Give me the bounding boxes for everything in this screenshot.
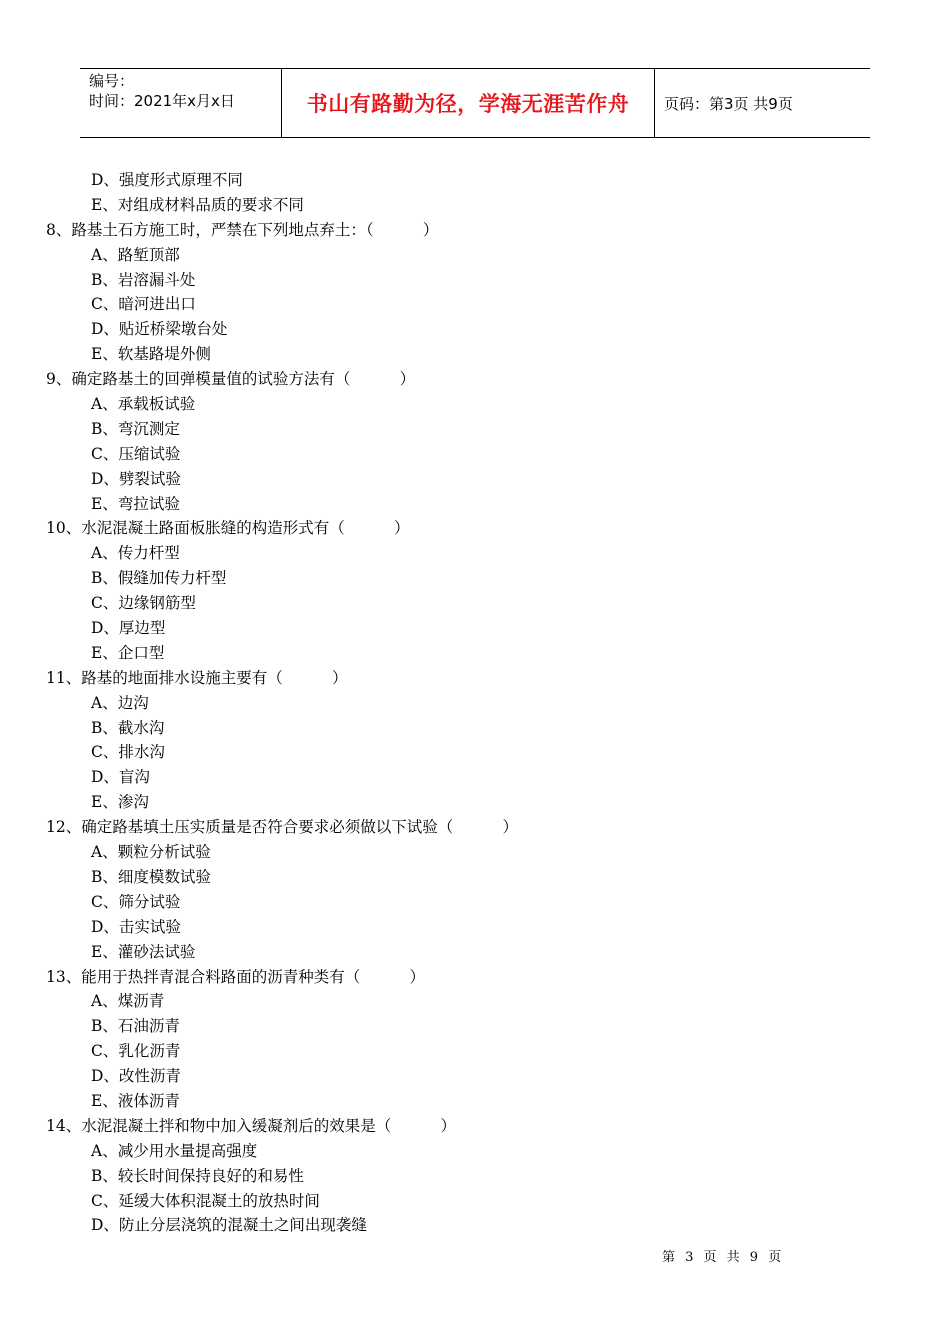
option-text: E、灌砂法试验 — [91, 942, 196, 961]
option-text: A、路堑顶部 — [91, 245, 180, 264]
option-text: C、暗河进出口 — [91, 295, 196, 314]
option-text: B、假缝加传力杆型 — [91, 569, 227, 588]
option-text: A、边沟 — [91, 693, 149, 712]
question-text: 11、路基的地面排水设施主要有（ ） — [46, 668, 348, 687]
option-text: C、延缓大体积混凝土的放热时间 — [91, 1191, 320, 1210]
header-motto-cell — [282, 69, 655, 137]
header-page-info: 页码：第3页 共9页 — [664, 94, 793, 113]
question-text: 9、确定路基土的回弹模量值的试验方法有（ ） — [46, 370, 416, 389]
option-text: D、厚边型 — [91, 619, 166, 638]
option-text: C、乳化沥青 — [91, 1042, 181, 1061]
page-footer: 第 3 页 共 9 页 — [662, 1250, 785, 1265]
option-text: E、对组成材料品质的要求不同 — [91, 195, 304, 214]
option-text: A、承载板试验 — [91, 395, 196, 414]
question-list — [46, 168, 906, 1238]
option-text: E、渗沟 — [91, 793, 149, 812]
option-text: A、减少用水量提高强度 — [91, 1141, 258, 1160]
option-text: B、截水沟 — [91, 718, 165, 737]
question-text: 10、水泥混凝土路面板胀缝的构造形式有（ ） — [46, 519, 410, 538]
question-text: 14、水泥混凝土拌和物中加入缓凝剂后的效果是（ ） — [46, 1116, 456, 1135]
question-text: 12、确定路基填土压实质量是否符合要求必须做以下试验（ ） — [46, 818, 518, 837]
option-text: A、煤沥青 — [91, 992, 165, 1011]
option-text: D、改性沥青 — [91, 1067, 181, 1086]
header-meta — [80, 69, 282, 137]
option-text: D、击实试验 — [91, 917, 181, 936]
option-text: B、弯沉测定 — [91, 419, 180, 438]
question-text: 8、路基土石方施工时，严禁在下列地点弃土：（ ） — [46, 220, 439, 239]
option-text: D、强度形式原理不同 — [91, 171, 243, 189]
option-text: A、颗粒分析试验 — [91, 843, 211, 862]
option-text: C、筛分试验 — [91, 892, 181, 911]
option-text: B、较长时间保持良好的和易性 — [91, 1166, 304, 1185]
option-text: D、贴近桥梁墩台处 — [91, 320, 228, 339]
option-text: D、劈裂试验 — [91, 469, 181, 488]
question-text: 13、能用于热拌青混合料路面的沥青种类有（ ） — [46, 967, 425, 986]
option-text: A、传力杆型 — [91, 544, 180, 563]
option-text: E、液体沥青 — [91, 1091, 180, 1110]
document-number-label: 编号： — [89, 72, 135, 90]
option-text: D、防止分层浇筑的混凝土之间出现袭缝 — [91, 1216, 367, 1235]
option-text: C、边缘钢筋型 — [91, 594, 196, 613]
option-text: E、企口型 — [91, 643, 165, 662]
option-text: E、软基路堤外侧 — [91, 345, 211, 364]
option-text: E、弯拉试验 — [91, 494, 180, 513]
option-text: D、盲沟 — [91, 768, 150, 787]
option-text: B、细度模数试验 — [91, 867, 211, 886]
option-text: C、压缩试验 — [91, 444, 181, 463]
page-header — [80, 68, 870, 138]
option-text: C、排水沟 — [91, 743, 165, 762]
header-motto: 书山有路勤为径，学海无涯苦作舟 — [306, 92, 630, 116]
option-text: B、石油沥青 — [91, 1017, 180, 1036]
document-time-label: 时间：2021年x月x日 — [89, 92, 235, 110]
option-text: B、岩溶漏斗处 — [91, 270, 196, 289]
